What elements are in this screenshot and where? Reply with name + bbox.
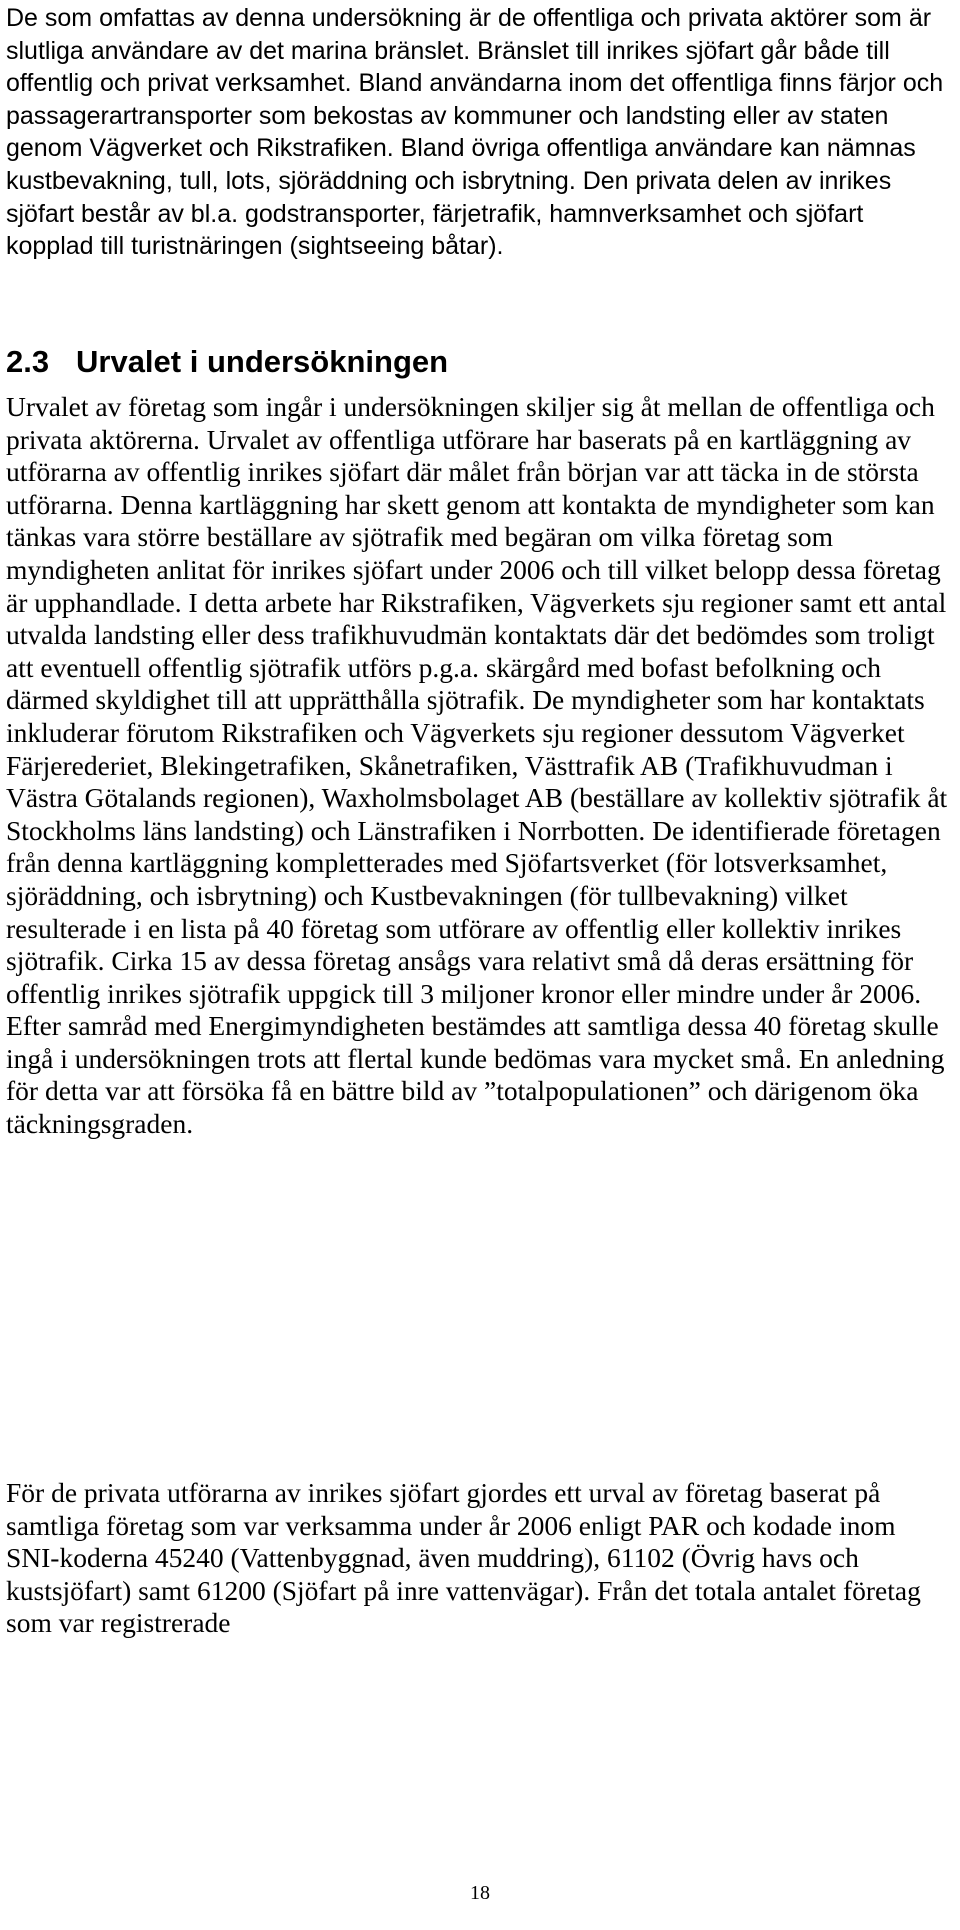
private-operators-paragraph: För de privata utförarna av inrikes sjöfart gjordes ett urval av företag baserat på samtliga företag som var verksamma under år 2006 enligt PAR och kodade inom SNI-koderna 45240 (Vattenbyggnad, även muddring), 61102 (Övrig havs och kustsjöfart) samt 61200 (Sjöfart på inre vattenvägar). Från det totala antalet företag som var registrerade [6,1477,921,1639]
section-heading [6,342,448,382]
section-title: Urvalet i undersökningen [76,344,449,379]
intro-paragraph: De som omfattas av denna undersökning är de offentliga och privata aktörer som är slutliga användare av det marina bränslet. Bränslet till inrikes sjöfart går både till offentlig och privat verksamhet. Bland användarna inom det offentliga finns färjor och passagerartransporter som bekostas av kommuner och landsting eller av staten genom Vägverket och Rikstrafiken. Bland övriga offentliga användare kan nämnas kustbevakning, tull, lots, sjöräddning och isbrytning. Den privata delen av inrikes sjöfart består av bl.a. godstransporter, färjetrafik, hamnverksamhet och sjöfart kopplad till turistnäringen (sightseeing båtar). [6,4,944,261]
page-number: 18 [470,1882,490,1904]
selection-paragraph: Urvalet av företag som ingår i undersökningen skiljer sig åt mellan de offentliga och privata aktörerna. Urvalet av offentliga utförare har baserats på en kartläggning av utförarna av offentlig inrikes sjöfart där målet från början var att täcka in de största utförarna. Denna kartläggning har skett genom att kontakta de myndigheter som kan tänkas vara större beställare av sjötrafik med begäran om vilka företag som myndigheten anlitat för inrikes sjöfart under 2006 och till vilket belopp dessa företag är upphandlade. I detta arbete har Rikstrafiken, Vägverkets sju regioner samt ett antal utvalda landsting eller dess trafikhuvudmän kontaktats där det bedömdes som troligt att eventuell offentlig sjötrafik utförs p.g.a. skärgård med bofast befolkning och därmed skyldighet till att upprätthålla sjötrafik. De myndigheter som har kontaktats inkluderar förutom Rikstrafiken och Vägverkets sju regioner dessutom Vägverket Färjerederiet, Blekingetrafiken, Skånetrafiken, Västtrafik AB (Trafikhuvudman i Västra Götalands regionen), Waxholmsbolaget AB (beställare av kollektiv sjötrafik åt Stockholms läns landsting) och Länstrafiken i Norrbotten. De identifierade företagen från denna kartläggning kompletterades med Sjöfartsverket (för lotsverksamhet, sjöräddning, och isbrytning) och Kustbevakningen (för tullbevakning) vilket resulterade i en lista på 40 företag som utförare av offentlig eller kollektiv inrikes sjötrafik. Cirka 15 av dessa företag ansågs vara relativt små då deras ersättning för offentlig inrikes sjötrafik uppgick till 3 miljoner kronor eller mindre under år 2006. Efter samråd med Energimyndigheten bestämdes att samtliga dessa 40 företag skulle ingå i undersökningen trots att flertal kunde bedömas vara mycket små. En anledning för detta var att försöka få en bättre bild av ”totalpopulationen” och därigenom öka täckningsgraden. [6,391,948,1140]
section-number: 2.3 [6,344,50,379]
